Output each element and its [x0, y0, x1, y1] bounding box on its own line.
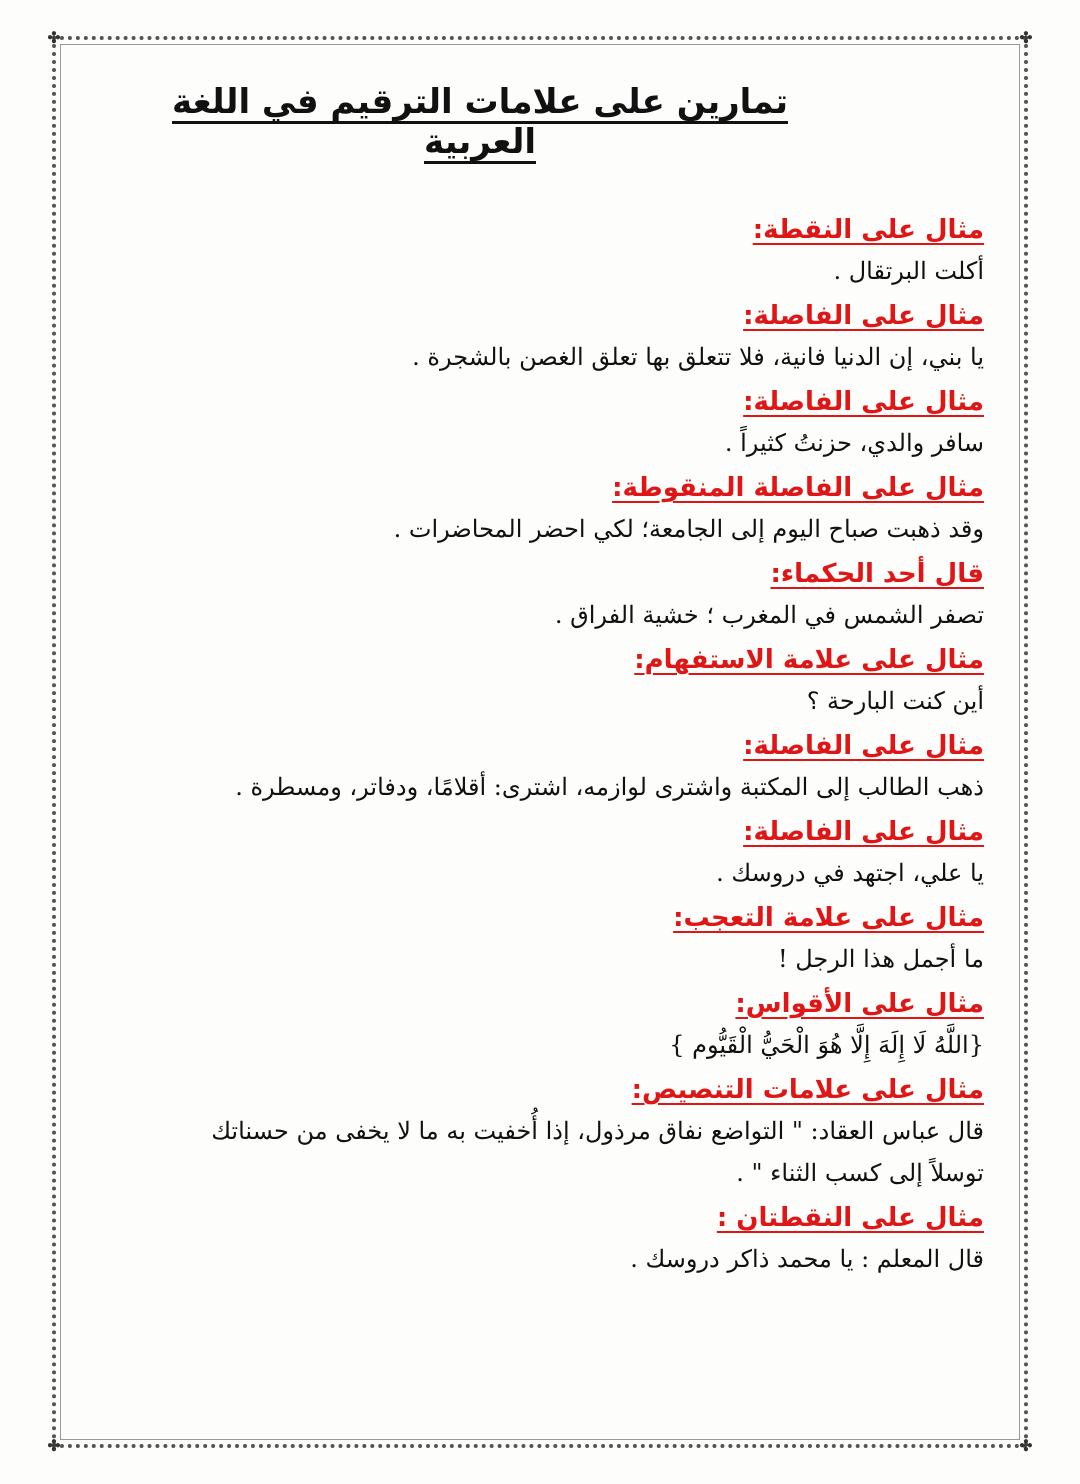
example-section: [84, 1070, 984, 1198]
example-sentence: {اللَّهُ لَا إِلَهَ إِلَّا هُوَ الْحَيُّ الْقَيُّوم }: [669, 1031, 984, 1059]
page-title: تمارين على علامات الترقيم في اللغة العربية: [171, 82, 788, 162]
section-heading: مثال على الفاصلة:: [743, 387, 984, 417]
section-heading: مثال على علامة الاستفهام:: [634, 645, 984, 675]
example-section: [84, 296, 984, 382]
example-sentence: توسلاً إلى كسب الثناء " .: [736, 1159, 984, 1187]
section-heading: مثال على علامات التنصيص:: [631, 1075, 984, 1105]
example-section: [84, 1198, 984, 1284]
example-sentence: قال عباس العقاد: " التواضع نفاق مرذول، إذا أُخفيت به ما لا يخفى من حسناتك: [211, 1117, 984, 1145]
example-section: [84, 898, 984, 984]
example-sentence: سافر والدي، حزنتُ كثيراً .: [724, 429, 984, 457]
corner-ornament-icon: ✤: [47, 28, 61, 47]
example-section: [84, 726, 984, 812]
section-heading: مثال على الفاصلة:: [743, 817, 984, 847]
example-section: [84, 640, 984, 726]
example-section: [84, 984, 984, 1070]
section-heading: مثال على الفاصلة المنقوطة:: [612, 473, 984, 503]
section-heading: قال أحد الحكماء:: [770, 559, 984, 589]
example-section: [84, 210, 984, 296]
example-sentence: قال المعلم : يا محمد ذاكر دروسك .: [630, 1245, 984, 1273]
example-sentence: يا بني، إن الدنيا فانية، فلا تتعلق بها تعلق الغصن بالشجرة .: [412, 343, 984, 371]
example-sentence: ما أجمل هذا الرجل !: [777, 945, 984, 973]
section-heading: مثال على الفاصلة:: [743, 731, 984, 761]
example-section: [84, 382, 984, 468]
corner-ornament-icon: ✤: [1019, 1436, 1033, 1455]
example-sentence: أكلت البرتقال .: [833, 257, 984, 285]
section-heading: مثال على النقطة:: [752, 215, 984, 245]
section-heading: مثال على علامة التعجب:: [673, 903, 984, 933]
example-sentence: وقد ذهبت صباح اليوم إلى الجامعة؛ لكي احضر المحاضرات .: [393, 515, 984, 543]
exercise-list: [84, 210, 984, 1284]
example-sentence: تصفر الشمس في المغرب ؛ خشية الفراق .: [554, 601, 984, 629]
section-heading: مثال على الأقواس:: [735, 989, 984, 1019]
example-sentence: أين كنت البارحة ؟: [806, 687, 984, 715]
section-heading: مثال على الفاصلة:: [743, 301, 984, 331]
example-sentence: ذهب الطالب إلى المكتبة واشترى لوازمه، اشترى: أقلامًا، ودفاتر، ومسطرة .: [235, 773, 984, 801]
example-section: [84, 554, 984, 640]
corner-ornament-icon: ✤: [47, 1436, 61, 1455]
example-section: [84, 812, 984, 898]
example-sentence: يا علي، اجتهد في دروسك .: [716, 859, 984, 887]
corner-ornament-icon: ✤: [1019, 28, 1033, 47]
section-heading: مثال على النقطتان :: [716, 1203, 984, 1233]
example-section: [84, 468, 984, 554]
